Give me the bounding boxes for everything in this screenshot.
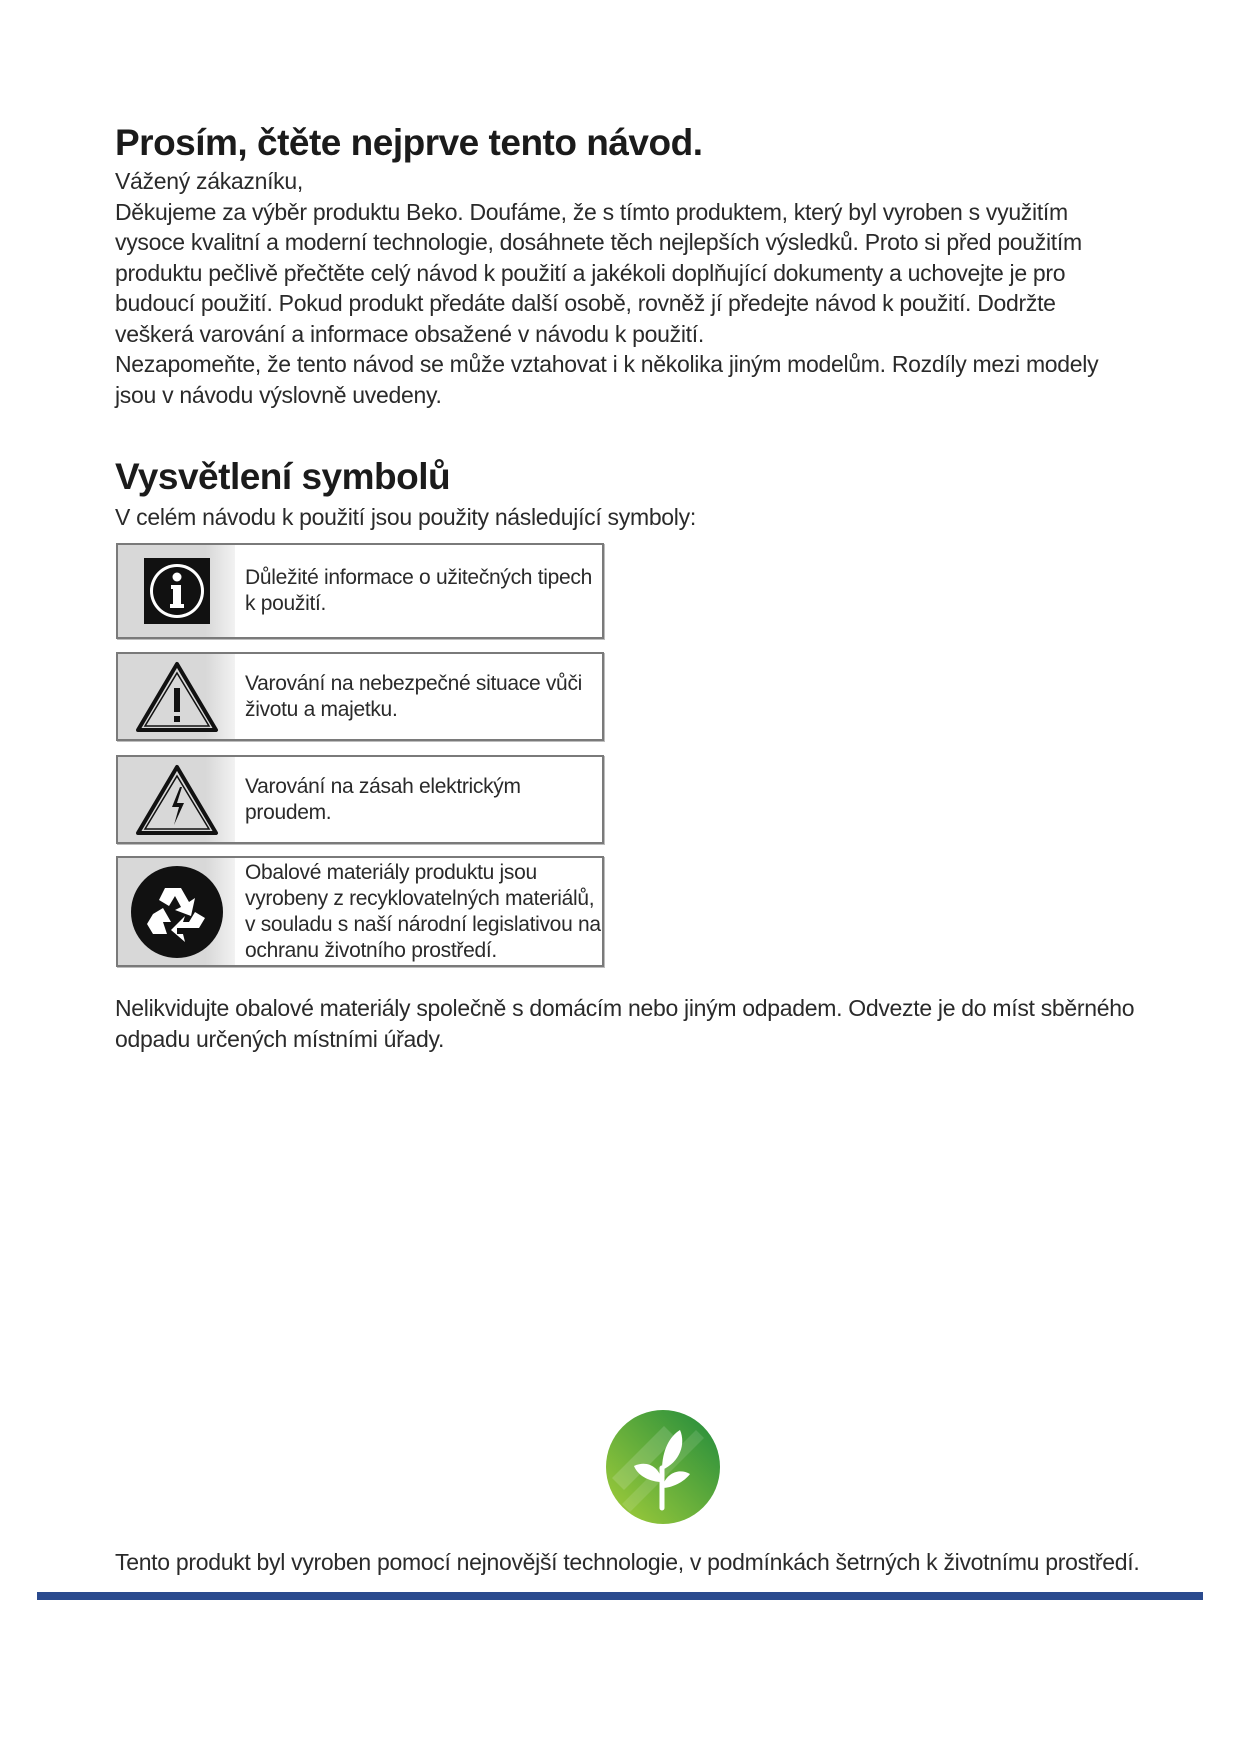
recycle-icon — [118, 858, 235, 965]
intro-section — [115, 166, 1135, 410]
electric-shock-icon — [118, 757, 235, 842]
symbol-label-info: Důležité informace o užitečných tipech k použití. — [245, 566, 592, 615]
footer-divider — [37, 1592, 1203, 1600]
symbols-intro: V celém návodu k použití jsou použity následující symboly: — [115, 504, 696, 530]
greeting: Vážený zákazníku, — [115, 168, 303, 194]
symbol-label-recycle: Obalové materiály produktu jsou vyrobeny z recyklovatelných materiálů, v souladu s naší národní legislativou na ochranu životního prostředí. — [245, 860, 601, 962]
warning-icon — [118, 654, 235, 739]
symbols-heading: Vysvětlení symbolů — [115, 456, 451, 497]
symbol-row-recycle — [116, 856, 604, 967]
footer-note: Tento produkt byl vyroben pomocí nejnovější technologie, v podmínkách šetrných k životnímu prostředí. — [115, 1549, 1140, 1575]
intro-paragraph-2: Nezapomeňte, že tento návod se může vztahovat i k několika jiným modelům. Rozdíly mezi modely jsou v návodu výslovně uvedeny. — [115, 351, 1099, 408]
symbol-label-warning: Varování na nebezpečné situace vůči životu a majetku. — [245, 671, 583, 721]
symbol-row-warning — [116, 652, 604, 741]
symbol-row-electric — [116, 755, 604, 844]
symbol-label-electric: Varování na zásah elektrickým proudem. — [245, 774, 521, 824]
symbol-row-info — [116, 543, 604, 639]
intro-paragraph-1: Děkujeme za výběr produktu Beko. Doufáme, že s tímto produktem, který byl vyroben s využitím vysoce kvalitní a moderní technologie, dosáhnete těch nejlepších výsledků. Proto si před použitím produktu pečlivě přečtěte celý návod k použití a jakékoli doplňující dokumenty a uchovejte je pro budoucí použití. Pokud produkt předáte další osobě, rovněž jí předejte návod k použití. Dodržte veškerá varování a informace obsažené v návodu k použití. — [115, 198, 1082, 347]
info-icon — [118, 545, 235, 637]
page-title: Prosím, čtěte nejprve tento návod. — [115, 122, 703, 163]
disposal-note: Nelikvidujte obalové materiály společně s domácím nebo jiným odpadem. Odvezte je do míst sběrného odpadu určených místními úřady. — [115, 995, 1135, 1052]
eco-leaf-icon — [604, 1408, 722, 1526]
